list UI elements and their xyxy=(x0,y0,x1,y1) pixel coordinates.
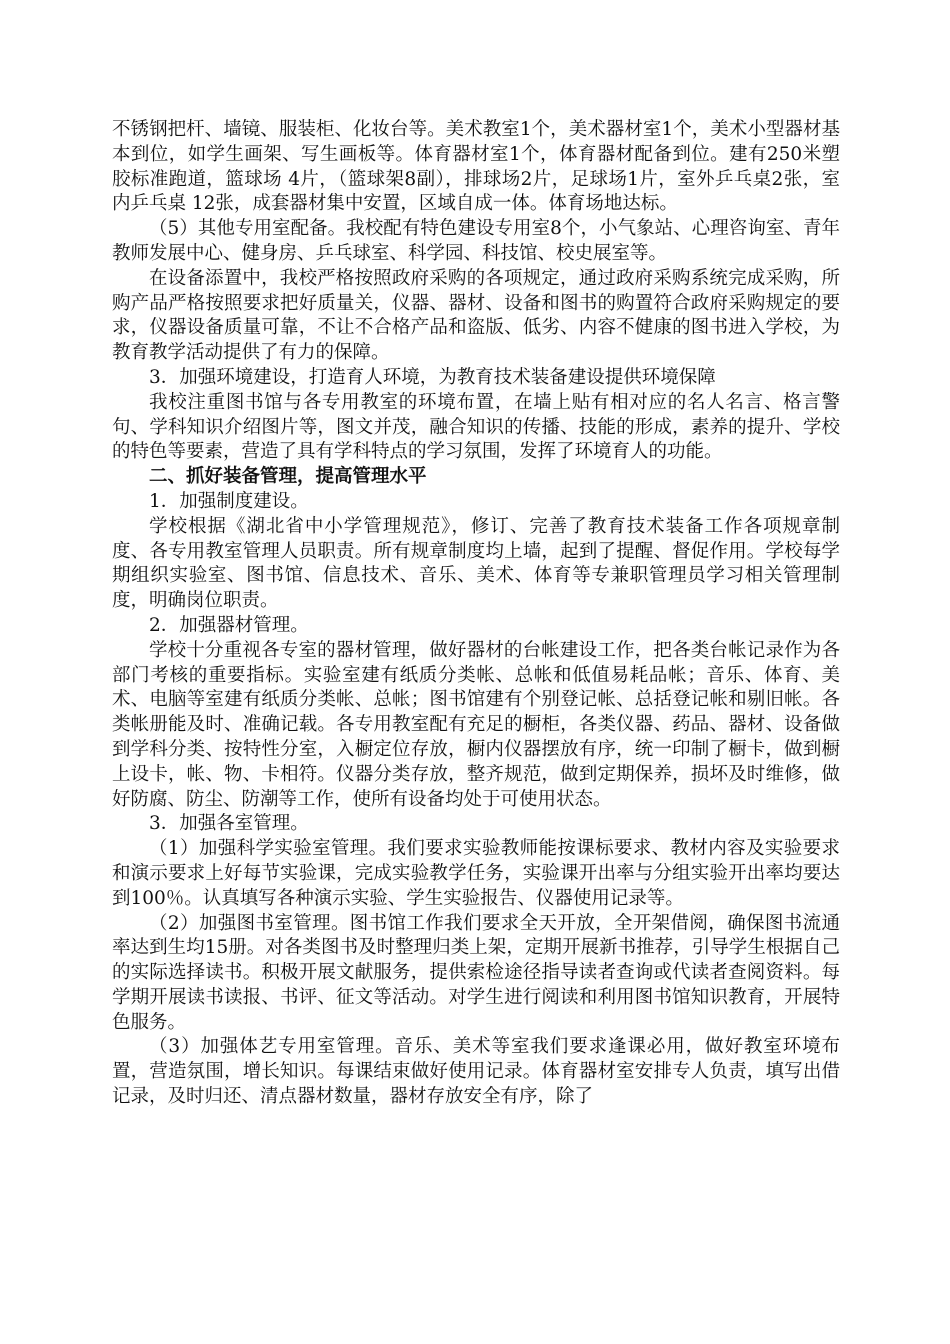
paragraph-library-management: （2）加强图书室管理。图书馆工作我们要求全天开放，全开架借阅，确保图书流通率达到生均15册。对各类图书及时整理归类上架，定期开展新书推荐，引导学生根据自己的实际选择读书。积极开展文献服务，提供索检途径指导读者查询或代读者查阅资料。每学期开展读书读报、书评、征文等活动。对学生进行阅读和利用图书馆知识教育，开展特色服务。 xyxy=(112,912,840,1033)
paragraph-system-building: 学校根据《湖北省中小学管理规范》，修订、完善了教育技术装备工作各项规章制度、各专用教室管理人员职责。所有规章制度均上墙，起到了提醒、督促作用。学校每学期组织实验室、图书馆、信息技术、音乐、美术、体育等专兼职管理员学习相关管理制度，明确岗位职责。 xyxy=(112,515,840,612)
paragraph-environment: 我校注重图书馆与各专用教室的环境布置，在墙上贴有相对应的名人名言、格言警句、学科知识介绍图片等，图文并茂，融合知识的传播、技能的形成，素养的提升、学校的特色等要素，营造了具有学科特点的学习氛围，发挥了环境育人的功能。 xyxy=(112,391,840,463)
paragraph-facilities-art-sports: 不锈钢把杆、墙镜、服装柜、化妆台等。美术教室1个，美术器材室1个，美术小型器材基本到位，如学生画架、写生画板等。体育器材室1个，体育器材配备到位。建有250米塑胶标准跑道，篮球场 4片，（篮球架8副），排球场2片，足球场1片，室外乒乓桌2张，室内乒乓桌 12张，成套器材集中安置，区域自成一体。体育场地达标。 xyxy=(112,119,840,215)
subsection-equipment-management: 2．加强器材管理。 xyxy=(149,614,309,636)
paragraph-lab-management: （1）加强科学实验室管理。我们要求实验教师能按课标要求、教材内容及实验要求和演示要求上好每节实验课，完成实验教学任务，实验课开出率与分组实验开出率均要达到100％。认真填写各种演示实验、学生实验报告、仪器使用记录等。 xyxy=(112,838,840,909)
section-heading-management: 二、抓好装备管理，提高管理水平 xyxy=(149,466,427,488)
document-page xyxy=(112,118,840,1110)
paragraph-other-special-rooms: （5）其他专用室配备。我校配有特色建设专用室8个，小气象站、心理咨询室、青年教师发展中心、健身房、乒乓球室、科学园、科技馆、校史展室等。 xyxy=(112,218,840,264)
subsection-system-building: 1．加强制度建设。 xyxy=(149,490,309,512)
subsection-room-management: 3．加强各室管理。 xyxy=(149,813,309,835)
paragraph-procurement: 在设备添置中，我校严格按照政府采购的各项规定，通过政府采购系统完成采购，所购产品严格按照要求把好质量关，仪器、器材、设备和图书的购置符合政府采购规定的要求，仪器设备质量可靠，不让不合格产品和盗版、低劣、内容不健康的图书进入学校，为教育教学活动提供了有力的保障。 xyxy=(112,267,840,364)
paragraph-arts-sports-management: （3）加强体艺专用室管理。音乐、美术等室我们要求逢课必用，做好教室环境布置，营造氛围，增长知识。每课结束做好使用记录。体育器材室安排专人负责，填写出借记录，及时归还、清点器材数量，器材存放安全有序，除了 xyxy=(112,1036,840,1108)
paragraph-equipment-management: 学校十分重视各专室的器材管理，做好器材的台帐建设工作，把各类台帐记录作为各部门考核的重要指标。实验室建有纸质分类帐、总帐和低值易耗品帐；音乐、体育、美术、电脑等室建有纸质分类帐、总帐；图书馆建有个别登记帐、总括登记帐和剔旧帐。各类帐册能及时、准确记载。各专用教室配有充足的橱柜，各类仪器、药品、器材、设备做到学科分类、按特性分室，入橱定位存放，橱内仪器摆放有序，统一印制了橱卡，做到橱上设卡，帐、物、卡相符。仪器分类存放，整齐规范，做到定期保养，损坏及时维修，做好防腐、防尘、防潮等工作，使所有设备均处于可使用状态。 xyxy=(112,639,840,810)
section-environment-title: 3．加强环境建设，打造育人环境，为教育技术装备建设提供环境保障 xyxy=(149,366,716,388)
